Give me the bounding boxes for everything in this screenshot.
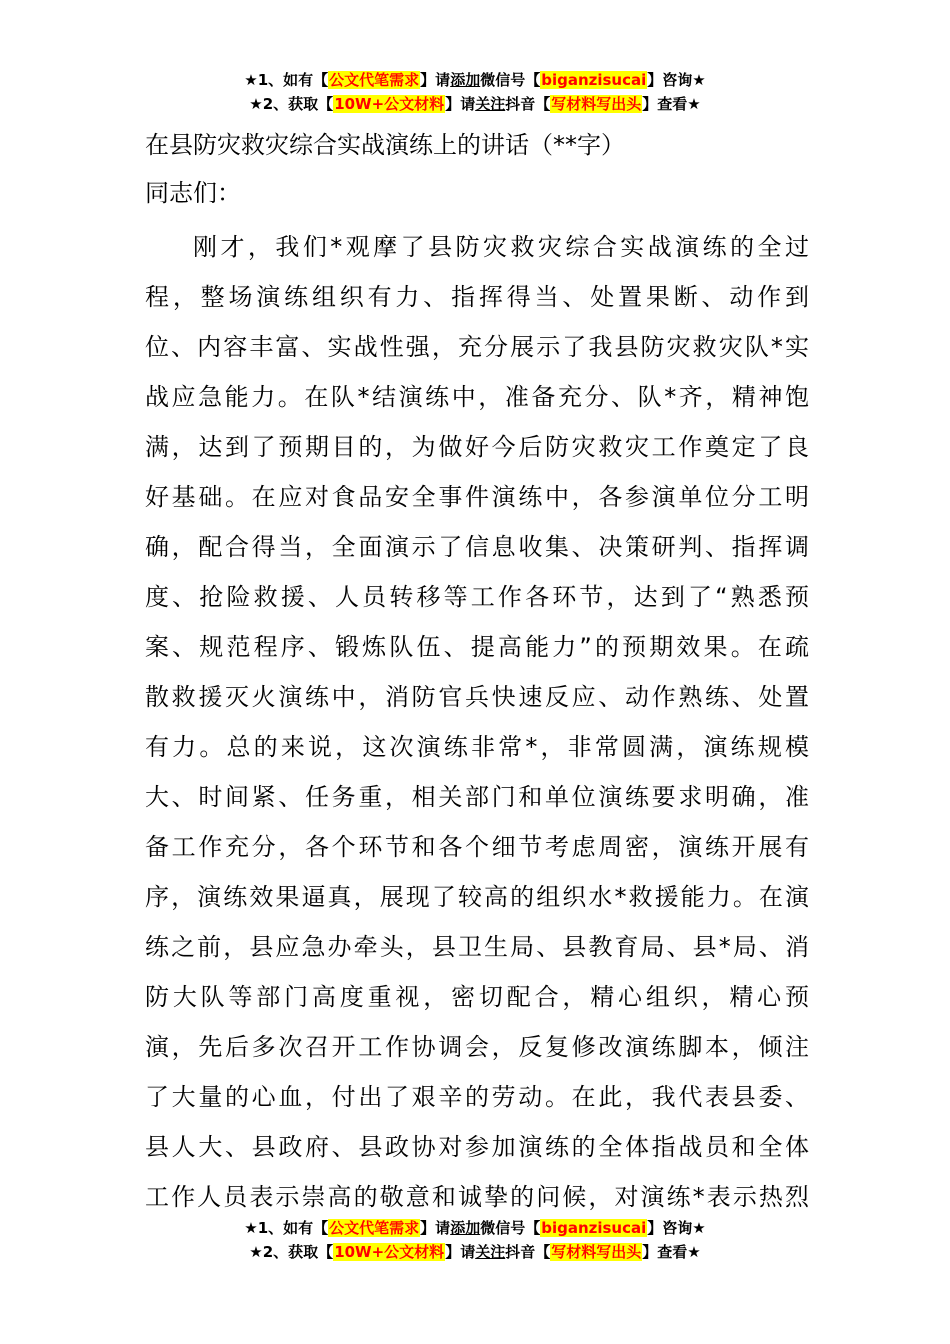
body-line: 防大队等部门高度重视，密切配合，精心组织，精心预 bbox=[145, 983, 809, 1011]
header-banner bbox=[0, 68, 950, 116]
body-line: 备工作充分，各个环节和各个细节考虑周密，演练开展有 bbox=[145, 833, 809, 861]
banner-highlight: 公文代笔需求 bbox=[329, 71, 420, 89]
body-line: 有力。总的来说，这次演练非常*，非常圆满，演练规模 bbox=[145, 733, 809, 761]
banner-text: 】请 bbox=[445, 1243, 476, 1261]
banner-line-1 bbox=[0, 1216, 950, 1240]
banner-highlight: biganzisucai bbox=[541, 1219, 647, 1237]
body-line: 工作人员表示崇高的敬意和诚挚的问候，对演练*表示热烈 bbox=[145, 1183, 809, 1211]
banner-line-1 bbox=[0, 68, 950, 92]
body-line: 好基础。在应对食品安全事件演练中，各参演单位分工明 bbox=[145, 483, 809, 511]
body-line: 案、规范程序、锻炼队伍、提高能力”的预期效果。在疏 bbox=[145, 633, 809, 661]
speech-body bbox=[145, 222, 809, 1222]
banner-text: ★1、如有【 bbox=[244, 1219, 329, 1237]
body-line: 度、抢险救援、人员转移等工作各环节，达到了“熟悉预 bbox=[145, 583, 809, 611]
banner-line-2 bbox=[0, 92, 950, 116]
banner-highlight: 写材料写出头 bbox=[551, 1243, 642, 1261]
banner-highlight: 写材料写出头 bbox=[551, 95, 642, 113]
body-line: 大、时间紧、任务重，相关部门和单位演练要求明确，准 bbox=[145, 783, 809, 811]
body-line: 刚才，我们*观摩了县防灾救灾综合实战演练的全过 bbox=[193, 233, 809, 261]
banner-text: 】请 bbox=[445, 95, 476, 113]
banner-text: ★2、获取【 bbox=[249, 1243, 334, 1261]
banner-text: 抖音【 bbox=[505, 95, 551, 113]
body-line: 满，达到了预期目的，为做好今后防灾救灾工作奠定了良 bbox=[145, 433, 809, 461]
banner-text: 】请 bbox=[420, 1219, 451, 1237]
banner-highlight: biganzisucai bbox=[541, 71, 647, 89]
banner-underlined-text: 关注 bbox=[475, 95, 506, 113]
body-line: 散救援灭火演练中，消防官兵快速反应、动作熟练、处置 bbox=[145, 683, 809, 711]
document-title: 在县防灾救灾综合实战演练上的讲话（**字） bbox=[145, 131, 625, 159]
body-line: 练之前，县应急办牵头，县卫生局、县教育局、县*局、消 bbox=[145, 933, 809, 961]
banner-text: 】查看★ bbox=[642, 1243, 701, 1261]
body-line: 确，配合得当，全面演示了信息收集、决策研判、指挥调 bbox=[145, 533, 809, 561]
footer-banner bbox=[0, 1216, 950, 1264]
body-line: 位、内容丰富、实战性强，充分展示了我县防灾救灾队*实 bbox=[145, 333, 809, 361]
banner-highlight: 10W+公文材料 bbox=[334, 95, 445, 113]
banner-highlight: 10W+公文材料 bbox=[334, 1243, 445, 1261]
salutation: 同志们： bbox=[145, 179, 241, 207]
banner-text: 微信号【 bbox=[480, 1219, 541, 1237]
body-line: 序，演练效果逼真，展现了较高的组织水*救援能力。在演 bbox=[145, 883, 809, 911]
banner-text: 】请 bbox=[420, 71, 451, 89]
banner-highlight: 公文代笔需求 bbox=[329, 1219, 420, 1237]
banner-text: 】咨询★ bbox=[647, 71, 706, 89]
banner-underlined-text: 添加 bbox=[450, 71, 481, 89]
body-line: 了大量的心血，付出了艰辛的劳动。在此，我代表县委、 bbox=[145, 1083, 809, 1111]
banner-text: ★2、获取【 bbox=[249, 95, 334, 113]
body-line: 演，先后多次召开工作协调会，反复修改演练脚本，倾注 bbox=[145, 1033, 809, 1061]
banner-line-2 bbox=[0, 1240, 950, 1264]
banner-text: 】咨询★ bbox=[647, 1219, 706, 1237]
banner-underlined-text: 添加 bbox=[450, 1219, 481, 1237]
banner-text: ★1、如有【 bbox=[244, 71, 329, 89]
banner-text: 抖音【 bbox=[505, 1243, 551, 1261]
body-line: 程，整场演练组织有力、指挥得当、处置果断、动作到 bbox=[145, 283, 809, 311]
banner-underlined-text: 关注 bbox=[475, 1243, 506, 1261]
banner-text: 】查看★ bbox=[642, 95, 701, 113]
body-line: 县人大、县政府、县政协对参加演练的全体指战员和全体 bbox=[145, 1133, 809, 1161]
banner-text: 微信号【 bbox=[480, 71, 541, 89]
body-line: 战应急能力。在队*结演练中，准备充分、队*齐，精神饱 bbox=[145, 383, 809, 411]
